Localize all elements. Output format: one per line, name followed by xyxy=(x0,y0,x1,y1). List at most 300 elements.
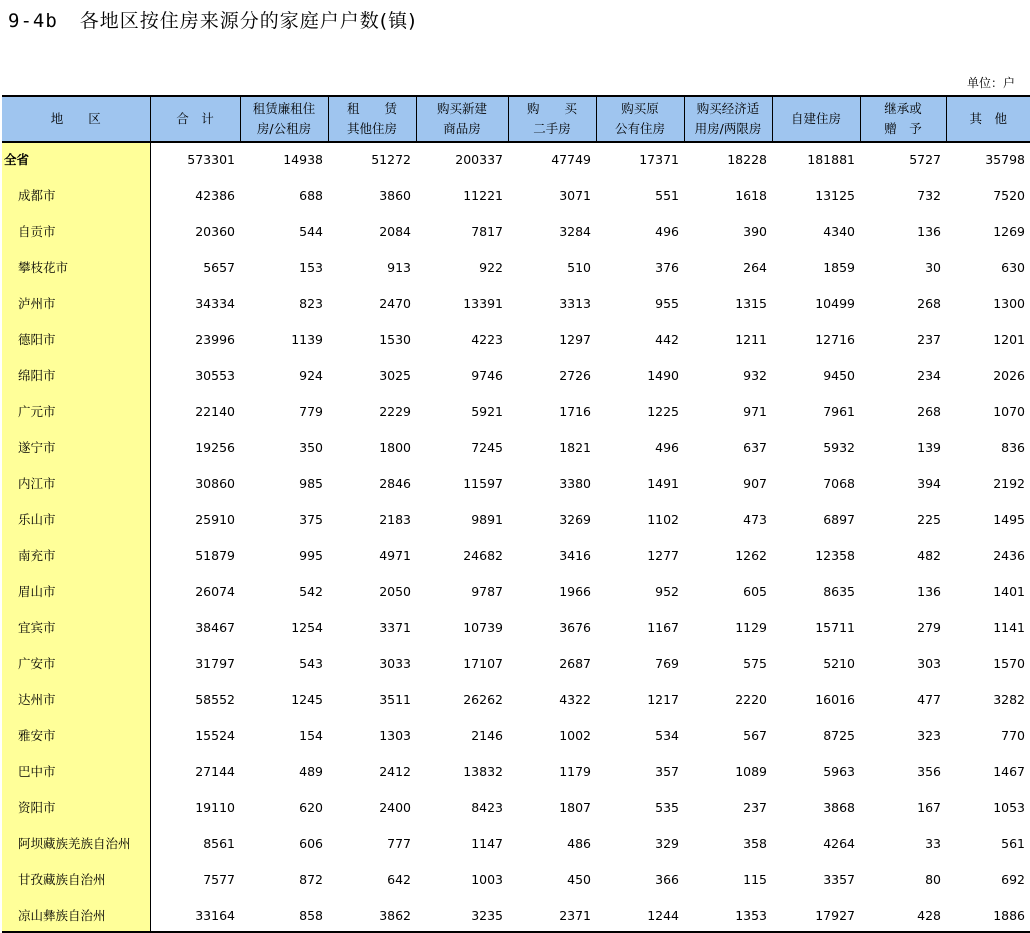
value-cell: 303 xyxy=(917,655,941,671)
value-cell: 51272 xyxy=(371,151,411,167)
column-header-4 xyxy=(416,96,508,142)
value-cell: 9891 xyxy=(471,511,503,527)
value-cell: 1003 xyxy=(471,871,503,887)
value-cell: 3862 xyxy=(328,895,416,932)
value-cell: 80 xyxy=(925,871,941,887)
value-cell: 1490 xyxy=(647,367,679,383)
value-cell: 2183 xyxy=(379,511,411,527)
value-cell: 17927 xyxy=(772,895,860,932)
value-cell: 985 xyxy=(299,475,323,491)
region-cell: 凉山彝族自治州 xyxy=(2,895,150,932)
table-row xyxy=(2,823,1030,859)
value-cell: 375 xyxy=(299,511,323,527)
value-cell: 692 xyxy=(1001,871,1025,887)
value-cell: 3284 xyxy=(559,223,591,239)
value-cell: 1070 xyxy=(993,403,1025,419)
value-cell: 573301 xyxy=(187,151,235,167)
value-cell: 2436 xyxy=(993,547,1025,563)
value-cell: 10739 xyxy=(463,619,503,635)
value-cell: 1002 xyxy=(559,727,591,743)
table-row xyxy=(2,463,1030,499)
value-cell: 1300 xyxy=(993,295,1025,311)
column-header-line2: 二手房 xyxy=(533,121,571,136)
value-cell: 1800 xyxy=(379,439,411,455)
table-row xyxy=(2,535,1030,571)
value-cell: 1211 xyxy=(735,331,767,347)
value-cell: 551 xyxy=(655,187,679,203)
value-cell: 3269 xyxy=(559,511,591,527)
value-cell: 575 xyxy=(743,655,767,671)
region-cell: 泸州市 xyxy=(2,283,150,319)
value-cell: 2084 xyxy=(379,223,411,239)
value-cell: 167 xyxy=(917,799,941,815)
value-cell: 3313 xyxy=(559,295,591,311)
value-cell: 12716 xyxy=(815,331,855,347)
value-cell: 25910 xyxy=(195,511,235,527)
value-cell: 1102 xyxy=(647,511,679,527)
value-cell: 329 xyxy=(655,835,679,851)
value-cell: 3860 xyxy=(379,187,411,203)
region-cell: 内江市 xyxy=(2,463,150,499)
value-cell: 561 xyxy=(1001,835,1025,851)
value-cell: 26074 xyxy=(195,583,235,599)
value-cell: 17371 xyxy=(639,151,679,167)
value-cell: 1821 xyxy=(559,439,591,455)
value-cell: 13832 xyxy=(463,763,503,779)
value-cell: 11221 xyxy=(463,187,503,203)
value-cell: 1303 xyxy=(379,727,411,743)
value-cell: 33 xyxy=(925,835,941,851)
value-cell: 1716 xyxy=(559,403,591,419)
region-cell: 遂宁市 xyxy=(2,427,150,463)
value-cell: 450 xyxy=(567,871,591,887)
value-cell: 913 xyxy=(387,259,411,275)
table-row xyxy=(2,283,1030,319)
value-cell: 16016 xyxy=(815,691,855,707)
value-cell: 858 xyxy=(240,895,328,932)
value-cell: 907 xyxy=(743,475,767,491)
value-cell: 543 xyxy=(299,655,323,671)
table-body xyxy=(2,142,1030,932)
value-cell: 15711 xyxy=(815,619,855,635)
value-cell: 237 xyxy=(743,799,767,815)
value-cell: 1966 xyxy=(559,583,591,599)
table-row xyxy=(2,679,1030,715)
value-cell: 35798 xyxy=(985,151,1025,167)
value-cell: 136 xyxy=(917,223,941,239)
value-cell: 2412 xyxy=(379,763,411,779)
column-header-line2: 房/公租房 xyxy=(256,121,312,136)
value-cell: 323 xyxy=(917,727,941,743)
region-cell: 资阳市 xyxy=(2,787,150,823)
value-cell: 496 xyxy=(655,439,679,455)
value-cell: 1297 xyxy=(559,331,591,347)
table-row xyxy=(2,499,1030,535)
value-cell: 534 xyxy=(655,727,679,743)
value-cell: 1141 xyxy=(993,619,1025,635)
value-cell: 139 xyxy=(917,439,941,455)
value-cell: 6897 xyxy=(823,511,855,527)
value-cell: 5657 xyxy=(203,259,235,275)
value-cell: 376 xyxy=(655,259,679,275)
value-cell: 358 xyxy=(743,835,767,851)
column-header-line2: 赠 予 xyxy=(884,121,922,136)
value-cell: 5210 xyxy=(823,655,855,671)
value-cell: 394 xyxy=(917,475,941,491)
column-header-line1: 租 赁 xyxy=(346,101,397,116)
value-cell: 642 xyxy=(387,871,411,887)
column-header-1 xyxy=(150,96,240,142)
table-title-text: 各地区按住房来源分的家庭户户数(镇) xyxy=(79,10,417,32)
value-cell: 5921 xyxy=(471,403,503,419)
region-cell: 阿坝藏族羌族自治州 xyxy=(2,823,150,859)
value-cell: 2371 xyxy=(508,895,596,932)
value-cell: 769 xyxy=(655,655,679,671)
value-cell: 9787 xyxy=(471,583,503,599)
value-cell: 4264 xyxy=(823,835,855,851)
table-row xyxy=(2,247,1030,283)
value-cell: 200337 xyxy=(455,151,503,167)
value-cell: 2192 xyxy=(993,475,1025,491)
column-header-7 xyxy=(684,96,772,142)
value-cell: 1353 xyxy=(684,895,772,932)
value-cell: 7068 xyxy=(823,475,855,491)
value-cell: 779 xyxy=(299,403,323,419)
value-cell: 3371 xyxy=(379,619,411,635)
value-cell: 7961 xyxy=(823,403,855,419)
value-cell: 27144 xyxy=(195,763,235,779)
value-cell: 777 xyxy=(387,835,411,851)
value-cell: 971 xyxy=(743,403,767,419)
table-row xyxy=(2,787,1030,823)
column-header-line2: 公有住房 xyxy=(614,121,665,136)
value-cell: 1201 xyxy=(993,331,1025,347)
table-row xyxy=(2,175,1030,211)
value-cell: 30553 xyxy=(195,367,235,383)
value-cell: 1269 xyxy=(993,223,1025,239)
value-cell: 1467 xyxy=(993,763,1025,779)
region-cell: 雅安市 xyxy=(2,715,150,751)
value-cell: 17107 xyxy=(463,655,503,671)
value-cell: 18228 xyxy=(727,151,767,167)
value-cell: 932 xyxy=(743,367,767,383)
value-cell: 486 xyxy=(567,835,591,851)
table-row-total xyxy=(2,142,1030,175)
value-cell: 3868 xyxy=(823,799,855,815)
value-cell: 9746 xyxy=(471,367,503,383)
region-cell: 广元市 xyxy=(2,391,150,427)
column-header-2 xyxy=(240,96,328,142)
table-row xyxy=(2,319,1030,355)
value-cell: 1495 xyxy=(993,511,1025,527)
value-cell: 496 xyxy=(655,223,679,239)
value-cell: 268 xyxy=(917,403,941,419)
value-cell: 19256 xyxy=(195,439,235,455)
value-cell: 544 xyxy=(299,223,323,239)
value-cell: 5932 xyxy=(823,439,855,455)
value-cell: 4971 xyxy=(379,547,411,563)
value-cell: 1089 xyxy=(735,763,767,779)
column-header-line2: 商品房 xyxy=(443,121,481,136)
value-cell: 8725 xyxy=(823,727,855,743)
value-cell: 2400 xyxy=(379,799,411,815)
value-cell: 268 xyxy=(917,295,941,311)
value-cell: 1859 xyxy=(823,259,855,275)
value-cell: 1262 xyxy=(735,547,767,563)
table-row xyxy=(2,391,1030,427)
value-cell: 33164 xyxy=(150,895,240,932)
value-cell: 31797 xyxy=(195,655,235,671)
value-cell: 47749 xyxy=(551,151,591,167)
value-cell: 3282 xyxy=(993,691,1025,707)
value-cell: 8561 xyxy=(203,835,235,851)
value-cell: 1491 xyxy=(647,475,679,491)
value-cell: 4340 xyxy=(823,223,855,239)
value-cell: 477 xyxy=(917,691,941,707)
region-cell: 自贡市 xyxy=(2,211,150,247)
table-row xyxy=(2,895,1030,932)
value-cell: 9450 xyxy=(823,367,855,383)
region-cell: 德阳市 xyxy=(2,319,150,355)
value-cell: 154 xyxy=(299,727,323,743)
value-cell: 51879 xyxy=(195,547,235,563)
region-cell: 攀枝花市 xyxy=(2,247,150,283)
column-header-9 xyxy=(860,96,946,142)
value-cell: 1179 xyxy=(559,763,591,779)
column-header-line2: 用房/两限房 xyxy=(694,121,762,136)
value-cell: 1530 xyxy=(379,331,411,347)
column-header-line1: 自建住房 xyxy=(790,111,841,126)
value-cell: 3235 xyxy=(416,895,508,932)
table-code: 9-4b xyxy=(8,10,58,32)
value-cell: 7520 xyxy=(993,187,1025,203)
value-cell: 630 xyxy=(1001,259,1025,275)
value-cell: 605 xyxy=(743,583,767,599)
value-cell: 8635 xyxy=(823,583,855,599)
value-cell: 3416 xyxy=(559,547,591,563)
value-cell: 955 xyxy=(655,295,679,311)
value-cell: 2846 xyxy=(379,475,411,491)
table-row xyxy=(2,355,1030,391)
value-cell: 2146 xyxy=(471,727,503,743)
value-cell: 1217 xyxy=(647,691,679,707)
value-cell: 3071 xyxy=(559,187,591,203)
column-header-3 xyxy=(328,96,416,142)
value-cell: 1139 xyxy=(291,331,323,347)
data-table xyxy=(2,95,1030,933)
value-cell: 14938 xyxy=(283,151,323,167)
value-cell: 2470 xyxy=(379,295,411,311)
value-cell: 12358 xyxy=(815,547,855,563)
column-header-5 xyxy=(508,96,596,142)
value-cell: 19110 xyxy=(195,799,235,815)
region-cell: 广安市 xyxy=(2,643,150,679)
value-cell: 23996 xyxy=(195,331,235,347)
value-cell: 732 xyxy=(917,187,941,203)
table-row xyxy=(2,715,1030,751)
value-cell: 442 xyxy=(655,331,679,347)
value-cell: 34334 xyxy=(195,295,235,311)
table-row xyxy=(2,859,1030,895)
column-header-line1: 地 区 xyxy=(50,111,101,126)
table-row xyxy=(2,751,1030,787)
region-cell: 宜宾市 xyxy=(2,607,150,643)
region-cell: 乐山市 xyxy=(2,499,150,535)
value-cell: 1147 xyxy=(471,835,503,851)
value-cell: 2220 xyxy=(735,691,767,707)
value-cell: 181881 xyxy=(807,151,855,167)
value-cell: 3380 xyxy=(559,475,591,491)
value-cell: 237 xyxy=(917,331,941,347)
value-cell: 1618 xyxy=(735,187,767,203)
column-header-line1: 合 计 xyxy=(176,111,214,126)
value-cell: 3025 xyxy=(379,367,411,383)
value-cell: 3033 xyxy=(379,655,411,671)
value-cell: 510 xyxy=(567,259,591,275)
column-header-8 xyxy=(772,96,860,142)
value-cell: 1053 xyxy=(993,799,1025,815)
value-cell: 1277 xyxy=(647,547,679,563)
value-cell: 153 xyxy=(299,259,323,275)
column-header-line1: 购买新建 xyxy=(436,101,487,116)
value-cell: 7577 xyxy=(203,871,235,887)
value-cell: 13125 xyxy=(815,187,855,203)
value-cell: 836 xyxy=(1001,439,1025,455)
value-cell: 390 xyxy=(743,223,767,239)
region-cell: 南充市 xyxy=(2,535,150,571)
value-cell: 357 xyxy=(655,763,679,779)
value-cell: 542 xyxy=(299,583,323,599)
value-cell: 225 xyxy=(917,511,941,527)
value-cell: 264 xyxy=(743,259,767,275)
value-cell: 473 xyxy=(743,511,767,527)
column-header-line1: 购买原 xyxy=(621,101,659,116)
value-cell: 30 xyxy=(925,259,941,275)
value-cell: 30860 xyxy=(195,475,235,491)
region-cell: 达州市 xyxy=(2,679,150,715)
value-cell: 637 xyxy=(743,439,767,455)
value-cell: 356 xyxy=(917,763,941,779)
value-cell: 4322 xyxy=(559,691,591,707)
value-cell: 1245 xyxy=(291,691,323,707)
value-cell: 1807 xyxy=(559,799,591,815)
value-cell: 823 xyxy=(299,295,323,311)
value-cell: 20360 xyxy=(195,223,235,239)
value-cell: 620 xyxy=(299,799,323,815)
region-cell: 绵阳市 xyxy=(2,355,150,391)
value-cell: 482 xyxy=(917,547,941,563)
column-header-line1: 购 买 xyxy=(526,101,577,116)
value-cell: 1254 xyxy=(291,619,323,635)
table-row xyxy=(2,643,1030,679)
table-row xyxy=(2,607,1030,643)
value-cell: 995 xyxy=(299,547,323,563)
value-cell: 279 xyxy=(917,619,941,635)
value-cell: 3676 xyxy=(559,619,591,635)
value-cell: 1225 xyxy=(647,403,679,419)
value-cell: 1886 xyxy=(946,895,1030,932)
value-cell: 535 xyxy=(655,799,679,815)
value-cell: 3511 xyxy=(379,691,411,707)
column-header-line1: 继承或 xyxy=(884,101,922,116)
value-cell: 24682 xyxy=(463,547,503,563)
value-cell: 10499 xyxy=(815,295,855,311)
value-cell: 42386 xyxy=(195,187,235,203)
value-cell: 1167 xyxy=(647,619,679,635)
value-cell: 1244 xyxy=(596,895,684,932)
value-cell: 15524 xyxy=(195,727,235,743)
value-cell: 1129 xyxy=(735,619,767,635)
value-cell: 2726 xyxy=(559,367,591,383)
value-cell: 2026 xyxy=(993,367,1025,383)
value-cell: 234 xyxy=(917,367,941,383)
table-row xyxy=(2,427,1030,463)
unit-label: 单位：户 xyxy=(966,76,1015,90)
region-cell: 眉山市 xyxy=(2,571,150,607)
value-cell: 26262 xyxy=(463,691,503,707)
value-cell: 38467 xyxy=(195,619,235,635)
value-cell: 11597 xyxy=(463,475,503,491)
value-cell: 952 xyxy=(655,583,679,599)
value-cell: 2050 xyxy=(379,583,411,599)
value-cell: 770 xyxy=(1001,727,1025,743)
value-cell: 872 xyxy=(299,871,323,887)
value-cell: 58552 xyxy=(195,691,235,707)
value-cell: 366 xyxy=(655,871,679,887)
table-row xyxy=(2,571,1030,607)
value-cell: 7817 xyxy=(471,223,503,239)
value-cell: 7245 xyxy=(471,439,503,455)
value-cell: 4223 xyxy=(471,331,503,347)
value-cell: 1315 xyxy=(735,295,767,311)
value-cell: 489 xyxy=(299,763,323,779)
column-header-0 xyxy=(2,96,150,142)
column-header-line1: 购买经济适 xyxy=(696,101,760,116)
region-cell: 成都市 xyxy=(2,175,150,211)
value-cell: 8423 xyxy=(471,799,503,815)
table-header-row xyxy=(2,96,1030,142)
value-cell: 1401 xyxy=(993,583,1025,599)
value-cell: 136 xyxy=(917,583,941,599)
value-cell: 924 xyxy=(299,367,323,383)
value-cell: 115 xyxy=(743,871,767,887)
value-cell: 350 xyxy=(299,439,323,455)
value-cell: 22140 xyxy=(195,403,235,419)
column-header-line1: 租赁廉租住 xyxy=(252,101,316,116)
column-header-line1: 其 他 xyxy=(969,111,1007,126)
value-cell: 567 xyxy=(743,727,767,743)
region-cell: 全省 xyxy=(2,142,150,175)
column-header-6 xyxy=(596,96,684,142)
value-cell: 13391 xyxy=(463,295,503,311)
value-cell: 5963 xyxy=(823,763,855,779)
table-row xyxy=(2,211,1030,247)
value-cell: 688 xyxy=(299,187,323,203)
page-title xyxy=(8,6,417,33)
value-cell: 5727 xyxy=(909,151,941,167)
value-cell: 606 xyxy=(299,835,323,851)
column-header-10 xyxy=(946,96,1030,142)
value-cell: 2687 xyxy=(559,655,591,671)
value-cell: 2229 xyxy=(379,403,411,419)
column-header-line2: 其他住房 xyxy=(346,121,397,136)
value-cell: 3357 xyxy=(823,871,855,887)
value-cell: 922 xyxy=(479,259,503,275)
region-cell: 巴中市 xyxy=(2,751,150,787)
region-cell: 甘孜藏族自治州 xyxy=(2,859,150,895)
value-cell: 1570 xyxy=(993,655,1025,671)
value-cell: 428 xyxy=(860,895,946,932)
